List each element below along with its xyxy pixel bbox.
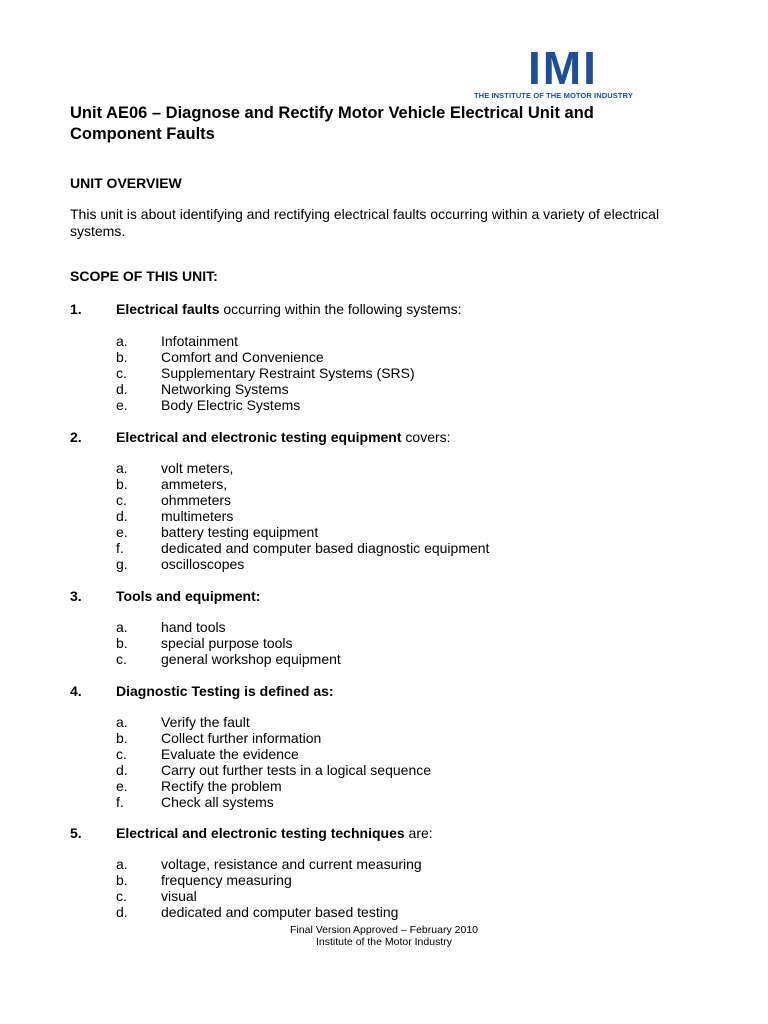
scope-item-bold: Electrical and electronic testing equipment bbox=[116, 429, 402, 445]
list-item: d. Networking Systems bbox=[116, 381, 289, 397]
scope-item-3-list bbox=[116, 619, 341, 667]
scope-item-bold: Diagnostic Testing is defined as: bbox=[116, 683, 334, 699]
scope-item-bold: Electrical and electronic testing techniques bbox=[116, 825, 405, 841]
list-item: a. voltage, resistance and current measuring bbox=[116, 856, 422, 872]
scope-item-number: 3. bbox=[70, 588, 82, 604]
scope-item-5-list bbox=[116, 856, 422, 920]
list-item: a. Infotainment bbox=[116, 333, 239, 349]
imi-logo-text: IMI bbox=[528, 42, 598, 94]
footer-institute: Institute of the Motor Industry bbox=[316, 936, 452, 948]
scope-item-rest: covers: bbox=[401, 429, 451, 445]
list-item: d. multimeters bbox=[116, 508, 234, 524]
list-item: b. Comfort and Convenience bbox=[116, 349, 324, 365]
overview-text: This unit is about identifying and rectifying electrical faults occurring within a variety of electrical systems. bbox=[70, 206, 660, 239]
scope-heading: SCOPE OF THIS UNIT: bbox=[70, 268, 218, 284]
scope-item-5 bbox=[70, 825, 433, 841]
footer-approval: Final Version Approved – February 2010 bbox=[290, 924, 478, 936]
scope-item-rest: are: bbox=[404, 825, 433, 841]
list-item: e. Rectify the problem bbox=[116, 778, 282, 794]
scope-item-2-list bbox=[116, 460, 489, 572]
scope-item-number: 4. bbox=[70, 683, 82, 699]
page-footer bbox=[0, 924, 768, 948]
list-item: g. oscilloscopes bbox=[116, 556, 245, 572]
list-item: e. battery testing equipment bbox=[116, 524, 319, 540]
list-item: c. visual bbox=[116, 888, 197, 904]
imi-logo-subtitle: THE INSTITUTE OF THE MOTOR INDUSTRY bbox=[474, 91, 633, 100]
scope-item-2 bbox=[70, 429, 451, 445]
scope-item-bold: Tools and equipment: bbox=[116, 588, 261, 604]
document-title: Unit AE06 – Diagnose and Rectify Motor Vehicle Electrical Unit and Component Faults bbox=[70, 104, 594, 143]
scope-item-number: 1. bbox=[70, 301, 82, 317]
scope-item-bold: Electrical faults bbox=[116, 301, 220, 317]
scope-item-number: 5. bbox=[70, 825, 82, 841]
list-item: e. Body Electric Systems bbox=[116, 397, 301, 413]
list-item: a. volt meters, bbox=[116, 460, 234, 476]
imi-logo-mark bbox=[528, 42, 650, 94]
scope-item-number: 2. bbox=[70, 429, 82, 445]
scope-item-rest: occurring within the following systems: bbox=[219, 301, 462, 317]
list-item: a. hand tools bbox=[116, 619, 226, 635]
list-item: f. dedicated and computer based diagnostic equipment bbox=[116, 540, 490, 556]
list-item: b. special purpose tools bbox=[116, 635, 293, 651]
scope-item-1-list bbox=[116, 333, 415, 413]
overview-heading: UNIT OVERVIEW bbox=[70, 175, 182, 191]
imi-logo bbox=[474, 42, 650, 100]
list-item: c. Supplementary Restraint Systems (SRS) bbox=[116, 365, 415, 381]
list-item: a. Verify the fault bbox=[116, 714, 250, 730]
list-item: d. dedicated and computer based testing bbox=[116, 904, 399, 920]
list-item: c. Evaluate the evidence bbox=[116, 746, 299, 762]
scope-item-4-list bbox=[116, 714, 431, 810]
scope-item-1 bbox=[70, 301, 462, 317]
list-item: c. general workshop equipment bbox=[116, 651, 341, 667]
list-item: c. ohmmeters bbox=[116, 492, 232, 508]
list-item: d. Carry out further tests in a logical sequence bbox=[116, 762, 432, 778]
list-item: b. ammeters, bbox=[116, 476, 228, 492]
list-item: b. Collect further information bbox=[116, 730, 322, 746]
list-item: b. frequency measuring bbox=[116, 872, 292, 888]
scope-item-3 bbox=[70, 588, 260, 604]
list-item: f. Check all systems bbox=[116, 794, 274, 810]
scope-item-4 bbox=[70, 683, 334, 699]
